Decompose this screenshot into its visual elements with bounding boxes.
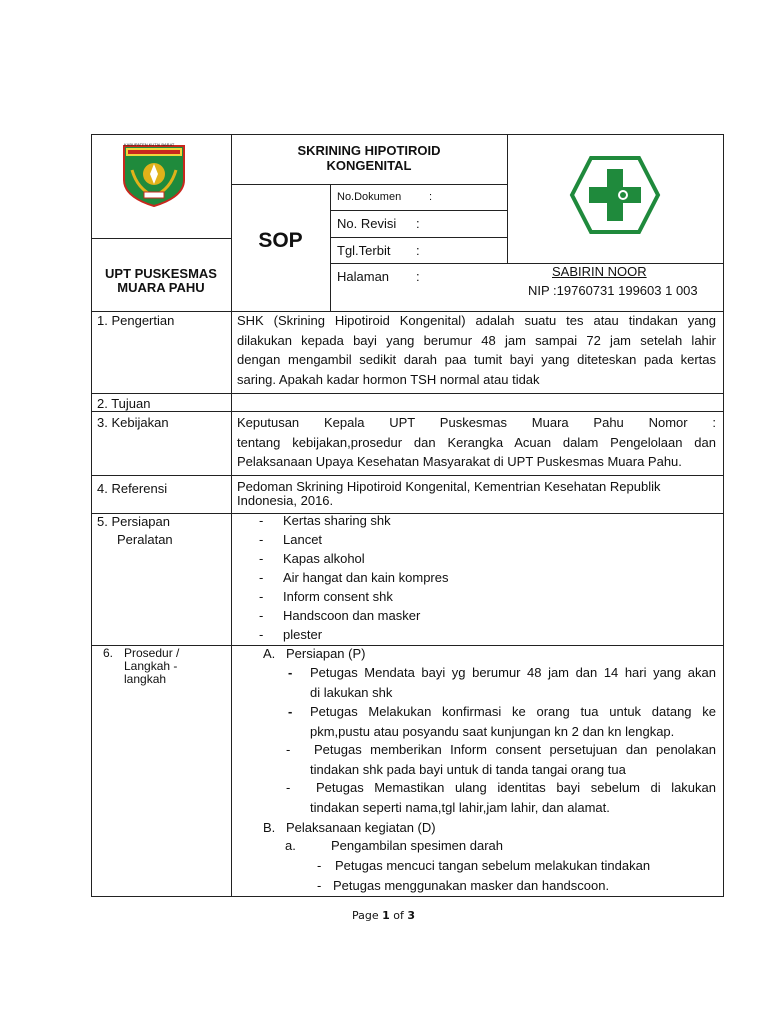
- border-meta-2: [330, 237, 507, 238]
- org-name-line-1: UPT PUSKESMAS: [105, 266, 217, 281]
- step-line: tindakan seperti nama,tgl lahir,jam lahir, dan alamat.: [310, 799, 610, 815]
- border-meta-3: [330, 263, 507, 264]
- equipment-item: Handscoon dan masker: [283, 608, 421, 623]
- referensi-line: Indonesia, 2016.: [237, 493, 334, 508]
- label-kebijakan: 3. Kebijakan: [97, 415, 169, 430]
- page-word: Page: [352, 909, 379, 922]
- step-a-marker: A.: [263, 646, 276, 661]
- page-indicator: [352, 909, 415, 922]
- border-right: [723, 134, 724, 897]
- step-bullet: -: [288, 665, 293, 680]
- label-referensi: 4. Referensi: [97, 481, 168, 496]
- label-tujuan: 2. Tujuan: [97, 396, 151, 411]
- step-a-item-2: [310, 702, 716, 741]
- step-line: tindakan shk pada bayi untuk di tanda tangai orang tua: [310, 761, 626, 777]
- doc-title-line-1: SKRINING HIPOTIROID: [297, 143, 441, 158]
- pengertian-line: dengan mengambil sedikit darah paa tumit bayi yang diteteskan pada kertas: [237, 352, 716, 367]
- step-bullet: -: [288, 704, 293, 719]
- page-total: 3: [407, 909, 416, 922]
- border-meta-right: [507, 134, 508, 263]
- label-prosedur-line-1: Prosedur /: [124, 646, 180, 660]
- border-title-bottom: [231, 184, 507, 185]
- border-row-4: [91, 513, 723, 514]
- border-header-left-mid: [91, 238, 231, 239]
- step-b-title: Pelaksanaan kegiatan (D): [286, 820, 436, 835]
- sop-label: SOP: [258, 229, 303, 252]
- list-dash: -: [259, 627, 264, 642]
- kebijakan-text: [237, 413, 716, 472]
- kutai-barat-emblem: [118, 140, 190, 208]
- meta-sep-issued: :: [416, 243, 420, 258]
- list-dash: -: [259, 608, 264, 623]
- pengertian-line: dilakukan kepada bayi yang berumur 48 jam sampai 72 jam setelah lahir: [237, 332, 716, 348]
- step-bullet: -: [286, 780, 291, 795]
- border-sop-right: [330, 184, 331, 311]
- step-b-dash: -: [317, 858, 322, 873]
- step-b-sub-title: Pengambilan spesimen darah: [331, 838, 503, 853]
- list-dash: -: [259, 589, 264, 604]
- kebijakan-line: tentang kebijakan,prosedur dan Kerangka Acuan dalam Pengelolaan dan: [237, 434, 716, 450]
- page-current: 1: [382, 909, 390, 922]
- doc-title-line-2: KONGENITAL: [326, 158, 412, 173]
- kebijakan-line: Pelaksanaan Upaya Kesehatan Masyarakat di UPT Puskesmas Muara Pahu.: [237, 454, 682, 469]
- step-b-item: Petugas menggunakan masker dan handscoon.: [333, 878, 610, 893]
- step-b-item: Petugas mencuci tangan sebelum melakukan tindakan: [335, 858, 651, 873]
- step-line: pkm,pustu atau posyandu saat kunjungan kn 2 dan kn lengkap.: [310, 723, 675, 739]
- signer-name: SABIRIN NOOR: [552, 264, 647, 279]
- pengertian-line: SHK (Skrining Hipotiroid Kongenital) adalah suatu tes atau tindakan yang: [237, 313, 716, 328]
- label-pengertian: 1. Pengertian: [97, 313, 175, 328]
- border-row-3: [91, 475, 723, 476]
- step-b-dash: -: [317, 878, 322, 893]
- equipment-item: Kapas alkohol: [283, 551, 365, 566]
- border-left: [91, 134, 92, 897]
- list-dash: -: [259, 551, 264, 566]
- border-row-2: [91, 411, 723, 412]
- step-a-item-4: [310, 778, 716, 817]
- step-line: Petugas Melakukan konfirmasi ke orang tua untuk datang ke: [310, 704, 716, 719]
- meta-sep-revision: :: [416, 216, 420, 231]
- step-line: Petugas Mendata bayi yg berumur 48 jam dan 14 hari yang akan: [310, 665, 716, 680]
- logo-banner-text: KABUPATEN KUTAI BARAT: [124, 142, 175, 147]
- step-line: Petugas memberikan Inform consent persetujuan dan penolakan: [314, 742, 716, 757]
- signer-nip: NIP :19760731 199603 1 003: [528, 283, 698, 298]
- meta-sep-page: :: [416, 269, 420, 284]
- meta-label-page: Halaman: [337, 269, 390, 284]
- label-prosedur-line-2: Langkah -: [124, 659, 178, 673]
- label-prosedur-number: 6.: [103, 646, 114, 660]
- border-row-1: [91, 393, 723, 394]
- step-a-item-1: [310, 663, 716, 702]
- step-line: Petugas Memastikan ulang identitas bayi sebelum di lakukan: [316, 780, 716, 795]
- border-meta-1: [330, 210, 507, 211]
- org-name-line-2: MUARA PAHU: [117, 280, 205, 295]
- label-persiapan: 5. Persiapan: [97, 514, 170, 529]
- label-prosedur-line-3: langkah: [124, 672, 167, 686]
- equipment-item: Kertas sharing shk: [283, 513, 391, 528]
- pengertian-line: saring. Apakah kadar hormon TSH normal atau tidak: [237, 371, 540, 387]
- puskesmas-logo: [569, 155, 661, 235]
- step-a-item-3: [310, 740, 716, 779]
- step-b-marker: B.: [263, 820, 276, 835]
- meta-label-issued: Tgl.Terbit: [337, 243, 391, 258]
- list-dash: -: [259, 570, 264, 585]
- meta-sep-doc-no: :: [429, 191, 433, 203]
- list-dash: -: [259, 513, 264, 528]
- step-a-title: Persiapan (P): [286, 646, 366, 661]
- pengertian-text: [237, 311, 716, 389]
- step-bullet: -: [286, 742, 291, 757]
- equipment-item: Inform consent shk: [283, 589, 393, 604]
- step-line: di lakukan shk: [310, 684, 393, 700]
- equipment-item: plester: [283, 627, 323, 642]
- list-dash: -: [259, 532, 264, 547]
- border-bottom: [91, 896, 723, 897]
- border-row-5: [91, 645, 723, 646]
- referensi-line: Pedoman Skrining Hipotiroid Kongenital, Kementrian Kesehatan Republik: [237, 479, 661, 494]
- equipment-item: Lancet: [283, 532, 323, 547]
- meta-label-revision: No. Revisi: [337, 216, 397, 231]
- meta-label-doc-no: No.Dokumen: [337, 191, 402, 203]
- border-top: [91, 134, 723, 135]
- label-peralatan: Peralatan: [117, 532, 173, 547]
- step-b-sub-marker: a.: [285, 838, 296, 853]
- equipment-item: Air hangat dan kain kompres: [283, 570, 449, 585]
- page-of: of: [393, 909, 404, 922]
- kebijakan-line: Keputusan Kepala UPT Puskesmas Muara Pahu Nomor :: [237, 415, 716, 430]
